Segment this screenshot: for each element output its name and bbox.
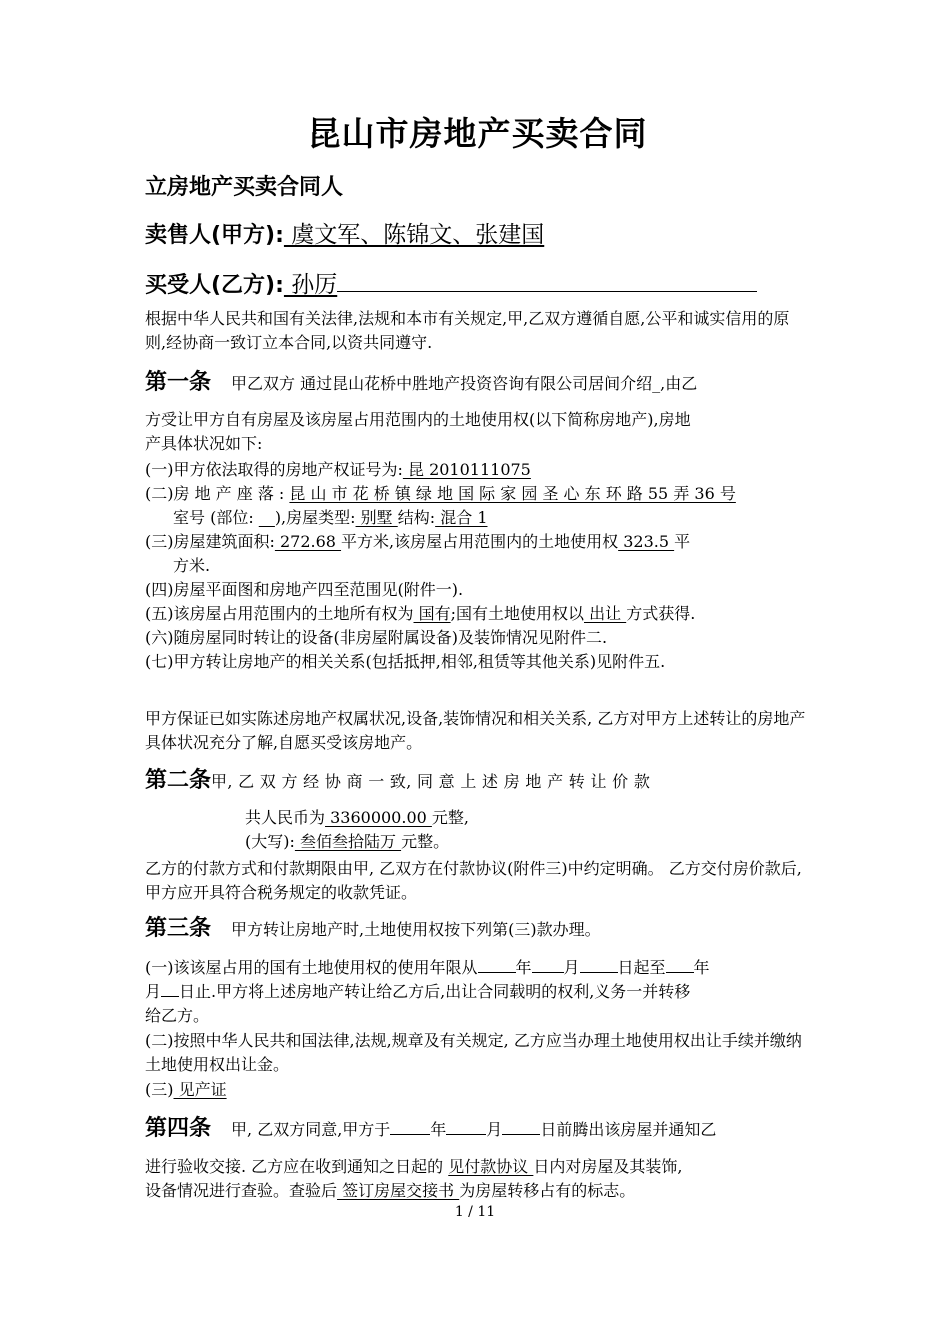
land-area-value: 323.5 [618, 532, 675, 551]
article3-line1 [145, 914, 601, 945]
year-label-b: 年 [693, 958, 710, 977]
buyer-blank [337, 275, 757, 292]
building-area-value: 272.68 [274, 532, 342, 551]
property-address: 昆 山 市 花 桥 镇 绿 地 国 际 家 园 圣 心 东 环 路 55 弄 36 号 [289, 484, 736, 503]
land-use-suffix: 方式获得. [626, 604, 696, 623]
structure-value: 混合 1 [435, 508, 488, 527]
title-cert-number: 昆 2010111075 [402, 460, 531, 479]
article3-item1b [145, 980, 690, 1004]
article1-item3 [145, 530, 690, 554]
buyer-value: 孙厉 [283, 272, 338, 298]
article1-item7: (七)甲方转让房地产的相关关系(包括抵押,相邻,租赁等其他关系)见附件五. [145, 652, 666, 671]
article1-text1: 甲乙双方 通过昆山花桥中胜地产投资咨询有限公司居间介绍_,由乙 [231, 374, 698, 393]
page-number: 1 / 11 [454, 1204, 496, 1220]
vacate-label: 甲, 乙双方同意,甲方于 [231, 1120, 391, 1139]
price-label: 共人民币为 [245, 808, 326, 827]
article3-heading: 第三条 [145, 916, 212, 941]
article1-item5 [145, 602, 695, 626]
vacate-day-blank [502, 1118, 540, 1135]
contract-title: 昆山市房地产买卖合同 [307, 114, 648, 153]
article1-item2b [173, 506, 488, 530]
item1-prefix: (一)甲方依法取得的房地产权证号为: [145, 460, 403, 479]
article3-item3 [145, 1078, 227, 1102]
article3-text1: 甲方转让房地产时,土地使用权按下列第(三)款办理。 [231, 920, 601, 939]
start-month-blank [532, 956, 564, 973]
price-upper-label: (大写): [245, 832, 295, 851]
land-ownership-label: (五)该房屋占用范围内的土地所有权为 [145, 604, 414, 623]
article2-heading: 第二条 [145, 768, 212, 793]
price-upper-suffix: 元整。 [401, 832, 450, 851]
item2-prefix: (二)房 地 产 座 落 : [145, 484, 290, 503]
seller-value: 虞文军、陈锦文、张建国 [283, 222, 545, 248]
article3-item1c: 给乙方。 [145, 1006, 210, 1025]
article3-item2: (二)按照中华人民共和国法律,法规,规章及有关规定, 乙方应当办理土地使用权出让手续并缴纳土地使用权出让金。 [145, 1031, 802, 1074]
article1-heading: 第一条 [145, 370, 212, 395]
price-value: 3360000.00 [325, 808, 432, 827]
article3-item1 [145, 956, 710, 980]
price-suffix: 元整, [431, 808, 469, 827]
seller-line [145, 216, 544, 249]
article1-item6: (六)随房屋同时转让的设备(非房屋附属设备)及装饰情况见附件二. [145, 628, 608, 647]
vacate-year-label: 年 [430, 1120, 447, 1139]
start-day-blank [580, 956, 618, 973]
price-upper-value: 叁佰叁拾陆万 [294, 832, 402, 851]
article4-line2 [145, 1155, 682, 1179]
article1-item2 [145, 482, 736, 506]
article1-line1 [145, 368, 697, 399]
house-type-label: ),房屋类型: [274, 508, 356, 527]
month-label-a: 月 [563, 958, 580, 977]
end-year-blank [666, 956, 694, 973]
buyer-label: 买受人(乙方): [145, 273, 284, 298]
vacate-month-label: 月 [486, 1120, 503, 1139]
area-label: (三)房屋建筑面积: [145, 532, 275, 551]
buyer-line [145, 266, 757, 299]
article1-item1 [145, 458, 531, 482]
article4-line3 [145, 1179, 635, 1203]
item3-value: 见产证 [173, 1080, 227, 1099]
article4-heading: 第四条 [145, 1116, 212, 1141]
item3-label: (三) [145, 1080, 174, 1099]
handover-document: 签订房屋交接书 [337, 1181, 460, 1200]
vacate-text: 日前腾出该房屋并通知乙 [540, 1120, 717, 1139]
structure-label: 结构: [397, 508, 436, 527]
area-unit-a: 平 [674, 532, 691, 551]
vacate-year-blank [390, 1118, 430, 1135]
article1-item4: (四)房屋平面图和房地产四至范围见(附件一). [145, 580, 464, 599]
article1-item3b: 方米. [173, 556, 211, 575]
inspection-label: 进行验收交接. 乙方应在收到通知之日起的 [145, 1157, 449, 1176]
article1-line2: 方受让甲方自有房屋及该房屋占用范围内的土地使用权(以下简称房地产),房地 [145, 410, 691, 429]
seller-label: 卖售人(甲方): [145, 223, 284, 248]
land-term-label: (一)该该屋占用的国有土地使用权的使用年限从 [145, 958, 478, 977]
room-value: __ [258, 508, 275, 527]
article2-line1 [145, 766, 650, 797]
land-use-value: 出让 [584, 604, 627, 623]
article2-price-upper [245, 830, 449, 854]
article2-price [245, 806, 469, 830]
article4-line1 [145, 1114, 716, 1145]
land-use-label: ;国有土地使用权以 [450, 604, 584, 623]
handover-text: 为房屋转移占有的标志。 [459, 1181, 636, 1200]
land-term-text: 日止.甲方将上述房地产转让给乙方后,出让合同载明的权利,义务一并转移 [179, 982, 691, 1001]
vacate-month-blank [446, 1118, 486, 1135]
day-label-a: 日起至 [617, 958, 666, 977]
intro-paragraph: 根据中华人民共和国有关法律,法规和本市有关规定,甲,乙双方遵循自愿,公平和诚实信用的原则,经协商一致订立本合同,以资共同遵守. [145, 309, 790, 352]
seller-guarantee: 甲方保证已如实陈述房地产权属状况,设备,装饰情况和相关关系, 乙方对甲方上述转让的房地产具体状况充分了解,自愿买受该房地产。 [145, 709, 806, 752]
month-label-b: 月 [145, 982, 162, 1001]
inspection-text: 日内对房屋及其装饰, [533, 1157, 683, 1176]
article2-text1: 甲, 乙 双 方 经 协 商 一 致, 同 意 上 述 房 地 产 转 让 价 款 [211, 772, 651, 791]
start-year-blank [478, 956, 516, 973]
house-type-value: 别墅 [355, 508, 398, 527]
end-day-blank [161, 980, 179, 997]
contract-subtitle: 立房地产买卖合同人 [145, 175, 344, 200]
land-area-label: 平方米,该房屋占用范围内的土地使用权 [341, 532, 619, 551]
room-label: 室号 (部位: [173, 508, 259, 527]
land-ownership-value: 国有 [413, 604, 451, 623]
inspection-days-value: 见付款协议 [448, 1157, 534, 1176]
payment-terms: 乙方的付款方式和付款期限由甲, 乙双方在付款协议(附件三)中约定明确。 乙方交付房价款后,甲方应开具符合税务规定的收款凭证。 [145, 859, 802, 902]
year-label-a: 年 [515, 958, 532, 977]
handover-label: 设备情况进行查验。查验后 [145, 1181, 338, 1200]
article1-line3: 产具体状况如下: [145, 434, 263, 453]
